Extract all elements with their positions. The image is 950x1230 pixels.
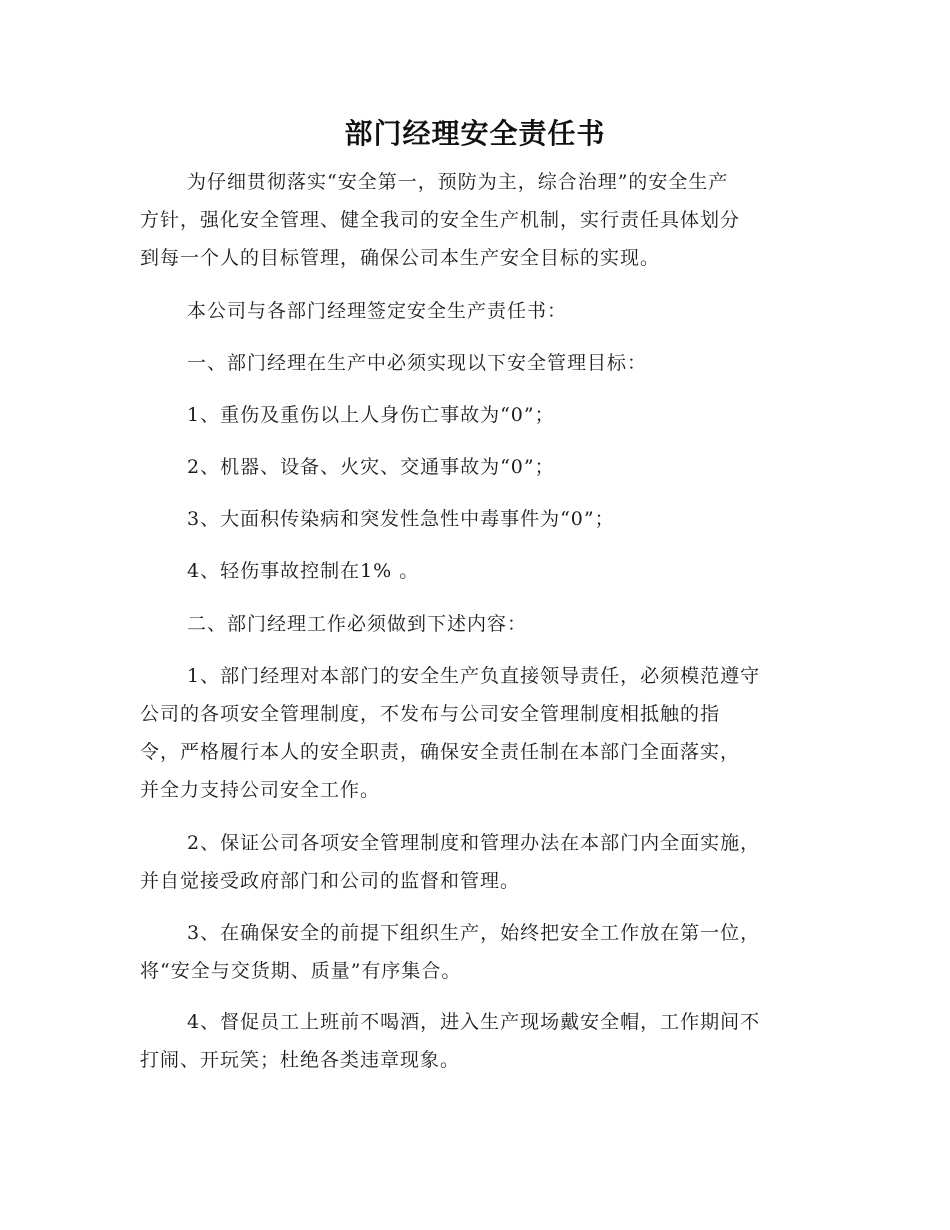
text-line: 本公司与各部门经理签定安全生产责任书：	[187, 300, 568, 322]
text-line: 2、保证公司各项安全管理制度和管理办法在本部门内全面实施，	[187, 832, 761, 854]
text-line: 4、督促员工上班前不喝酒，进入生产现场戴安全帽，工作期间不	[187, 1011, 761, 1033]
goal-item-2	[140, 448, 805, 486]
text-line: 并全力支持公司安全工作。	[140, 779, 381, 801]
text-line: 3、在确保安全的前提下组织生产，始终把安全工作放在第一位，	[187, 922, 761, 944]
text-line: 2、机器、设备、火灾、交通事故为“0”；	[187, 456, 555, 478]
agreement-paragraph	[140, 292, 805, 330]
duty-item-3	[140, 914, 805, 990]
text-line: 公司的各项安全管理制度，不发布与公司安全管理制度相抵触的指	[140, 703, 721, 725]
goal-item-3	[140, 500, 805, 538]
text-line: 令，严格履行本人的安全职责，确保安全责任制在本部门全面落实，	[140, 741, 741, 763]
text-line: 4、轻伤事故控制在1% 。	[187, 560, 420, 582]
text-line: 一、部门经理在生产中必须实现以下安全管理目标：	[187, 352, 648, 374]
text-line: 3、大面积传染病和突发性急性中毒事件为“0”；	[187, 508, 615, 530]
duty-item-4	[140, 1003, 805, 1079]
document-title: 部门经理安全责任书	[344, 117, 606, 150]
text-line: 二、部门经理工作必须做到下述内容：	[187, 613, 528, 635]
text-line: 将“安全与交货期、质量”有序集合。	[140, 960, 462, 982]
text-line: 1、重伤及重伤以上人身伤亡事故为“0”；	[187, 404, 555, 426]
duty-item-1	[140, 657, 805, 809]
text-line: 到每一个人的目标管理，确保公司本生产安全目标的实现。	[140, 247, 661, 269]
duty-item-2	[140, 824, 805, 900]
section-heading-1	[140, 344, 805, 382]
text-line: 为仔细贯彻落实“安全第一，预防为主，综合治理”的安全生产	[187, 171, 729, 193]
section-heading-2	[140, 605, 805, 643]
goal-item-4	[140, 552, 805, 590]
text-line: 方针，强化安全管理、健全我司的安全生产机制，实行责任具体划分	[140, 209, 741, 231]
text-line: 1、部门经理对本部门的安全生产负直接领导责任，必须模范遵守	[187, 665, 761, 687]
text-line: 并自觉接受政府部门和公司的监督和管理。	[140, 870, 521, 892]
intro-paragraph	[140, 163, 805, 277]
text-line: 打闹、开玩笑；杜绝各类违章现象。	[140, 1049, 461, 1071]
goal-item-1	[140, 396, 805, 434]
